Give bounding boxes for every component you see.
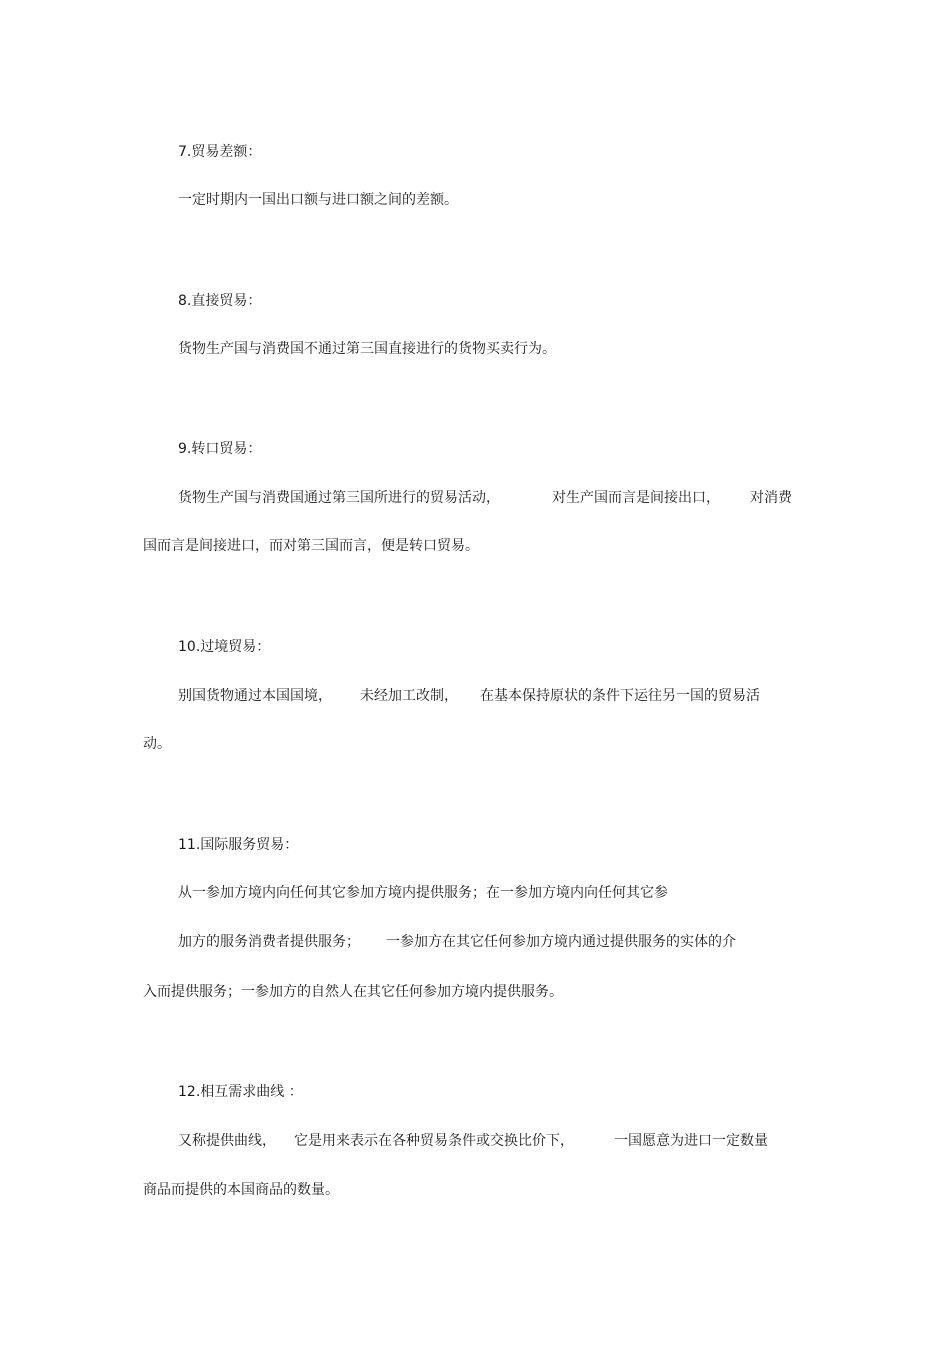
paragraph-line: 货物生产国与消费国不通过第三国直接进行的货物买卖行为。	[178, 341, 556, 357]
text-segment: 未经加工改制，	[360, 688, 458, 704]
text-segment: 又称提供曲线，	[178, 1133, 276, 1149]
text-segment: 一参加方在其它任何参加方境内通过提供服务的实体的介	[386, 934, 736, 950]
paragraph-line: 动。	[143, 736, 171, 752]
paragraph-line: 国而言是间接进口，而对第三国而言，便是转口贸易。	[143, 538, 479, 554]
paragraph-line: 入而提供服务；一参加方的自然人在其它任何参加方境内提供服务。	[143, 984, 563, 1000]
section-heading: 9.转口贸易：	[178, 441, 262, 457]
text-segment: 货物生产国与消费国通过第三国所进行的贸易活动，	[178, 490, 500, 506]
text-segment: 对生产国而言是间接出口，	[552, 490, 720, 506]
section-heading: 7.贸易差额：	[178, 144, 262, 160]
text-segment: 对消费	[750, 490, 792, 506]
section-heading: 12.相互需求曲线 ：	[178, 1084, 303, 1100]
paragraph-line	[178, 1132, 768, 1150]
paragraph-line: 从一参加方境内向任何其它参加方境内提供服务；在一参加方境内向任何其它参	[178, 885, 668, 901]
section-heading: 10.过境贸易：	[178, 639, 271, 655]
paragraph-line: 一定时期内一国出口额与进口额之间的差额。	[178, 192, 458, 208]
text-segment: 在基本保持原状的条件下运往另一国的贸易活	[480, 688, 760, 704]
paragraph-line	[178, 489, 792, 507]
section-heading: 11.国际服务贸易：	[178, 837, 299, 853]
paragraph-line	[178, 933, 736, 951]
section-heading: 8.直接贸易：	[178, 293, 262, 309]
paragraph-line	[178, 687, 760, 705]
text-segment: 加方的服务消费者提供服务；	[178, 934, 360, 950]
text-segment: 它是用来表示在各种贸易条件或交换比价下，	[294, 1133, 574, 1149]
text-segment: 一国愿意为进口一定数量	[614, 1133, 768, 1149]
paragraph-line: 商品而提供的本国商品的数量。	[143, 1182, 339, 1198]
text-segment: 别国货物通过本国国境，	[178, 688, 332, 704]
